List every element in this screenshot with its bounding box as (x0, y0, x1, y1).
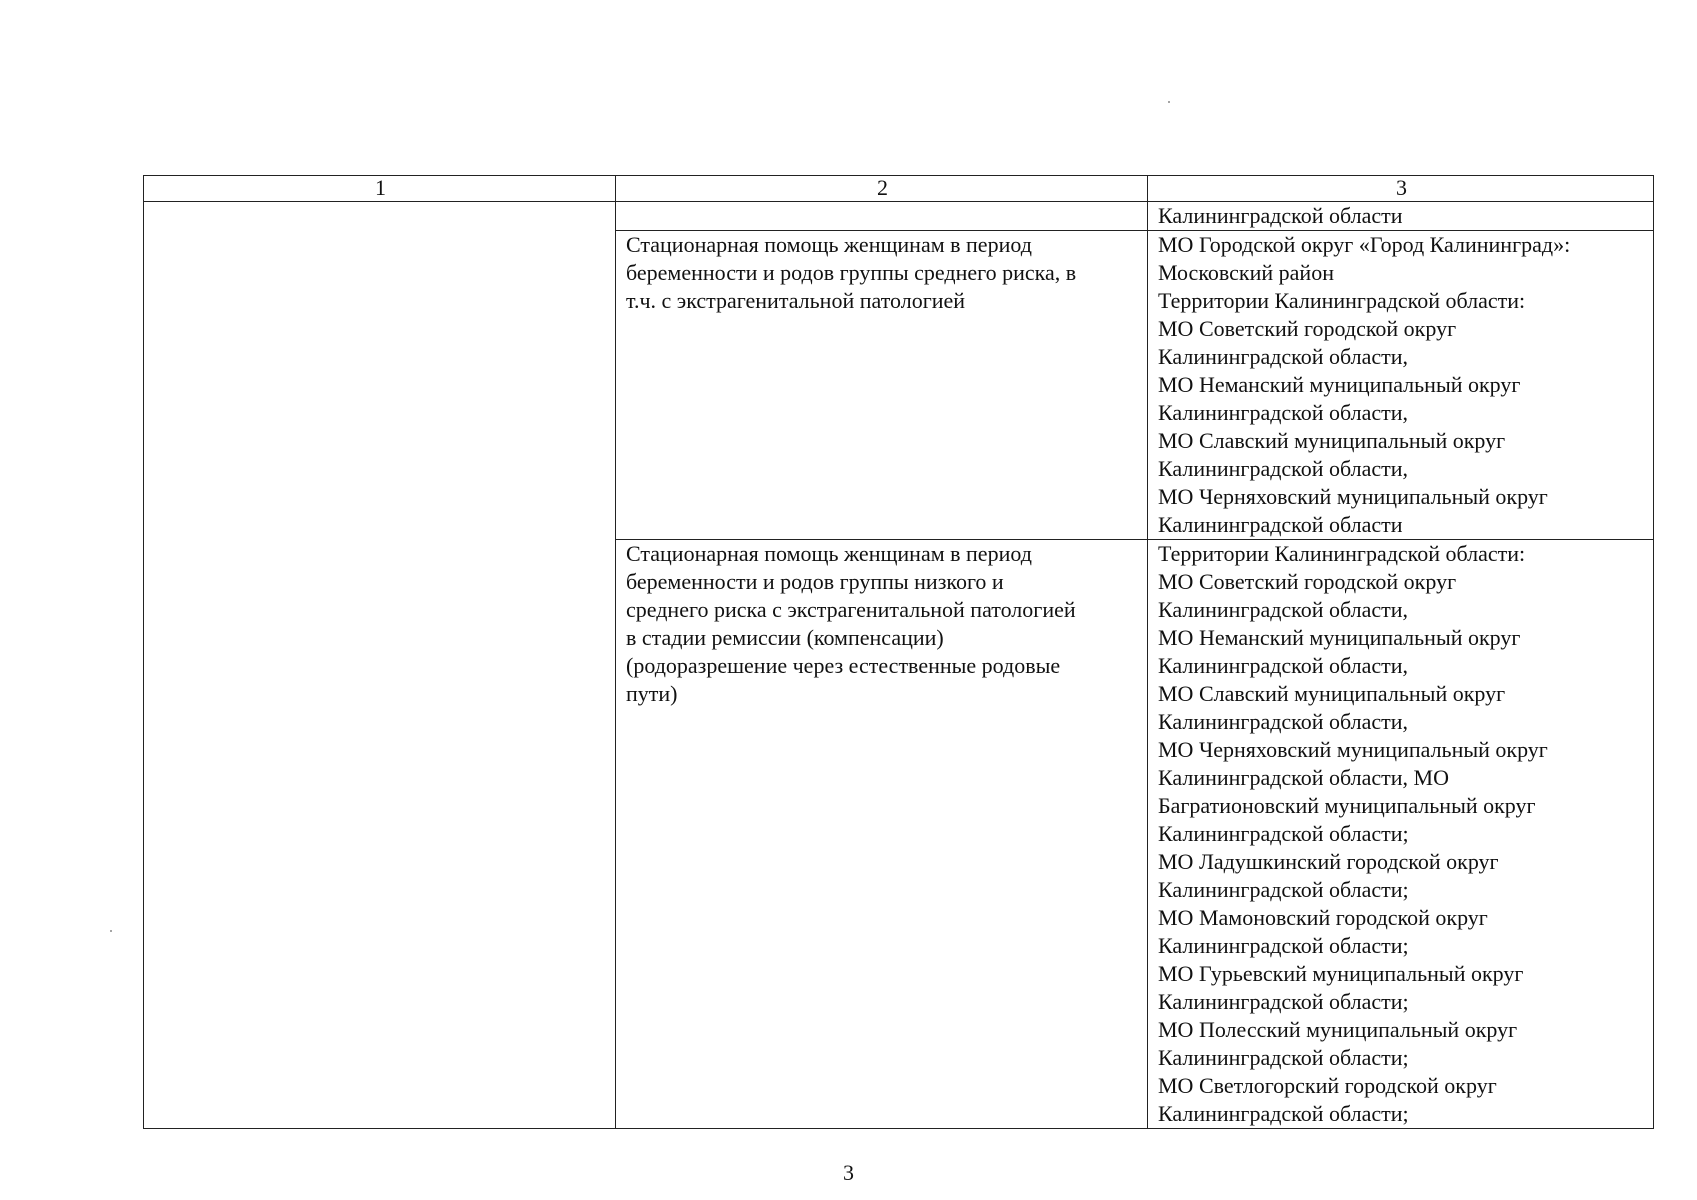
scan-speck (1168, 101, 1170, 103)
cell-text-line: Калининградской области (1158, 512, 1403, 537)
cell-text-line: Территории Калининградской области: (1158, 288, 1526, 313)
cell-text-line: Калининградской области; (1158, 989, 1409, 1014)
cell-text-line: Калининградской области; (1158, 821, 1409, 846)
cell-text-line: МО Светлогорский городской округ (1158, 1073, 1497, 1098)
cell-text-line: т.ч. с экстрагенитальной патологией (626, 288, 966, 313)
cell-text-line: Калининградской области (1158, 203, 1403, 228)
territory-cell (1148, 231, 1654, 540)
cell-text-line: Калининградской области, (1158, 597, 1409, 622)
cell-text-line: беременности и родов группы низкого и (626, 569, 1004, 594)
cell-text-line: в стадии ремиссии (компенсации) (626, 625, 944, 650)
cell-text-line: МО Ладушкинский городской округ (1158, 849, 1499, 874)
column-number-2: 2 (616, 176, 1148, 202)
cell-text-line: Калининградской области, (1158, 653, 1409, 678)
cell-text-line: МО Славский муниципальный округ (1158, 428, 1506, 453)
cell-text-line: Калининградской области, (1158, 456, 1409, 481)
cell-text-line: Калининградской области; (1158, 1045, 1409, 1070)
cell-text-line: МО Славский муниципальный округ (1158, 681, 1506, 706)
cell-text-line: беременности и родов группы среднего риска, в (626, 260, 1077, 285)
cell-text-line: МО Полесский муниципальный округ (1158, 1017, 1518, 1042)
cell-text-line: Калининградской области, (1158, 709, 1409, 734)
cell-text-line: МО Советский городской округ (1158, 569, 1457, 594)
cell-text-line: Калининградской области, (1158, 344, 1409, 369)
institution-cell (144, 202, 616, 1129)
region-assignment-table (143, 175, 1654, 1129)
page-number: 3 (843, 1160, 854, 1185)
cell-text-line: МО Гурьевский муниципальный округ (1158, 961, 1524, 986)
care-type-cell (616, 202, 1148, 231)
cell-text-line: Калининградской области; (1158, 933, 1409, 958)
cell-text-line: МО Черняховский муниципальный округ (1158, 484, 1548, 509)
column-number-1: 1 (144, 176, 616, 202)
cell-text-line: пути) (626, 681, 678, 706)
cell-text-line: Багратионовский муниципальный округ (1158, 793, 1536, 818)
care-type-cell (616, 540, 1148, 1129)
cell-text-line: (родоразрешение через естественные родовые (626, 653, 1061, 678)
cell-text-line: МО Мамоновский городской округ (1158, 905, 1488, 930)
cell-text-line: Калининградской области, МО (1158, 765, 1449, 790)
cell-text-line: среднего риска с экстрагенитальной патологией (626, 597, 1076, 622)
table-header-row (144, 176, 1654, 202)
cell-text-line: Калининградской области; (1158, 1101, 1409, 1126)
cell-text-line: Территории Калининградской области: (1158, 541, 1526, 566)
territory-cell (1148, 202, 1654, 231)
scan-speck (110, 930, 112, 932)
cell-text-line: МО Городской округ «Город Калининград»: (1158, 232, 1571, 257)
table-row (144, 202, 1654, 231)
cell-text-line: Стационарная помощь женщинам в период (626, 541, 1032, 566)
cell-text-line: Стационарная помощь женщинам в период (626, 232, 1032, 257)
cell-text-line: МО Неманский муниципальный округ (1158, 372, 1521, 397)
column-number-3: 3 (1148, 176, 1654, 202)
cell-text-line: МО Черняховский муниципальный округ (1158, 737, 1548, 762)
care-type-cell (616, 231, 1148, 540)
cell-text-line: МО Неманский муниципальный округ (1158, 625, 1521, 650)
cell-text-line: Московский район (1158, 260, 1334, 285)
territory-cell (1148, 540, 1654, 1129)
cell-text-line: МО Советский городской округ (1158, 316, 1457, 341)
cell-text-line: Калининградской области, (1158, 400, 1409, 425)
cell-text-line: Калининградской области; (1158, 877, 1409, 902)
